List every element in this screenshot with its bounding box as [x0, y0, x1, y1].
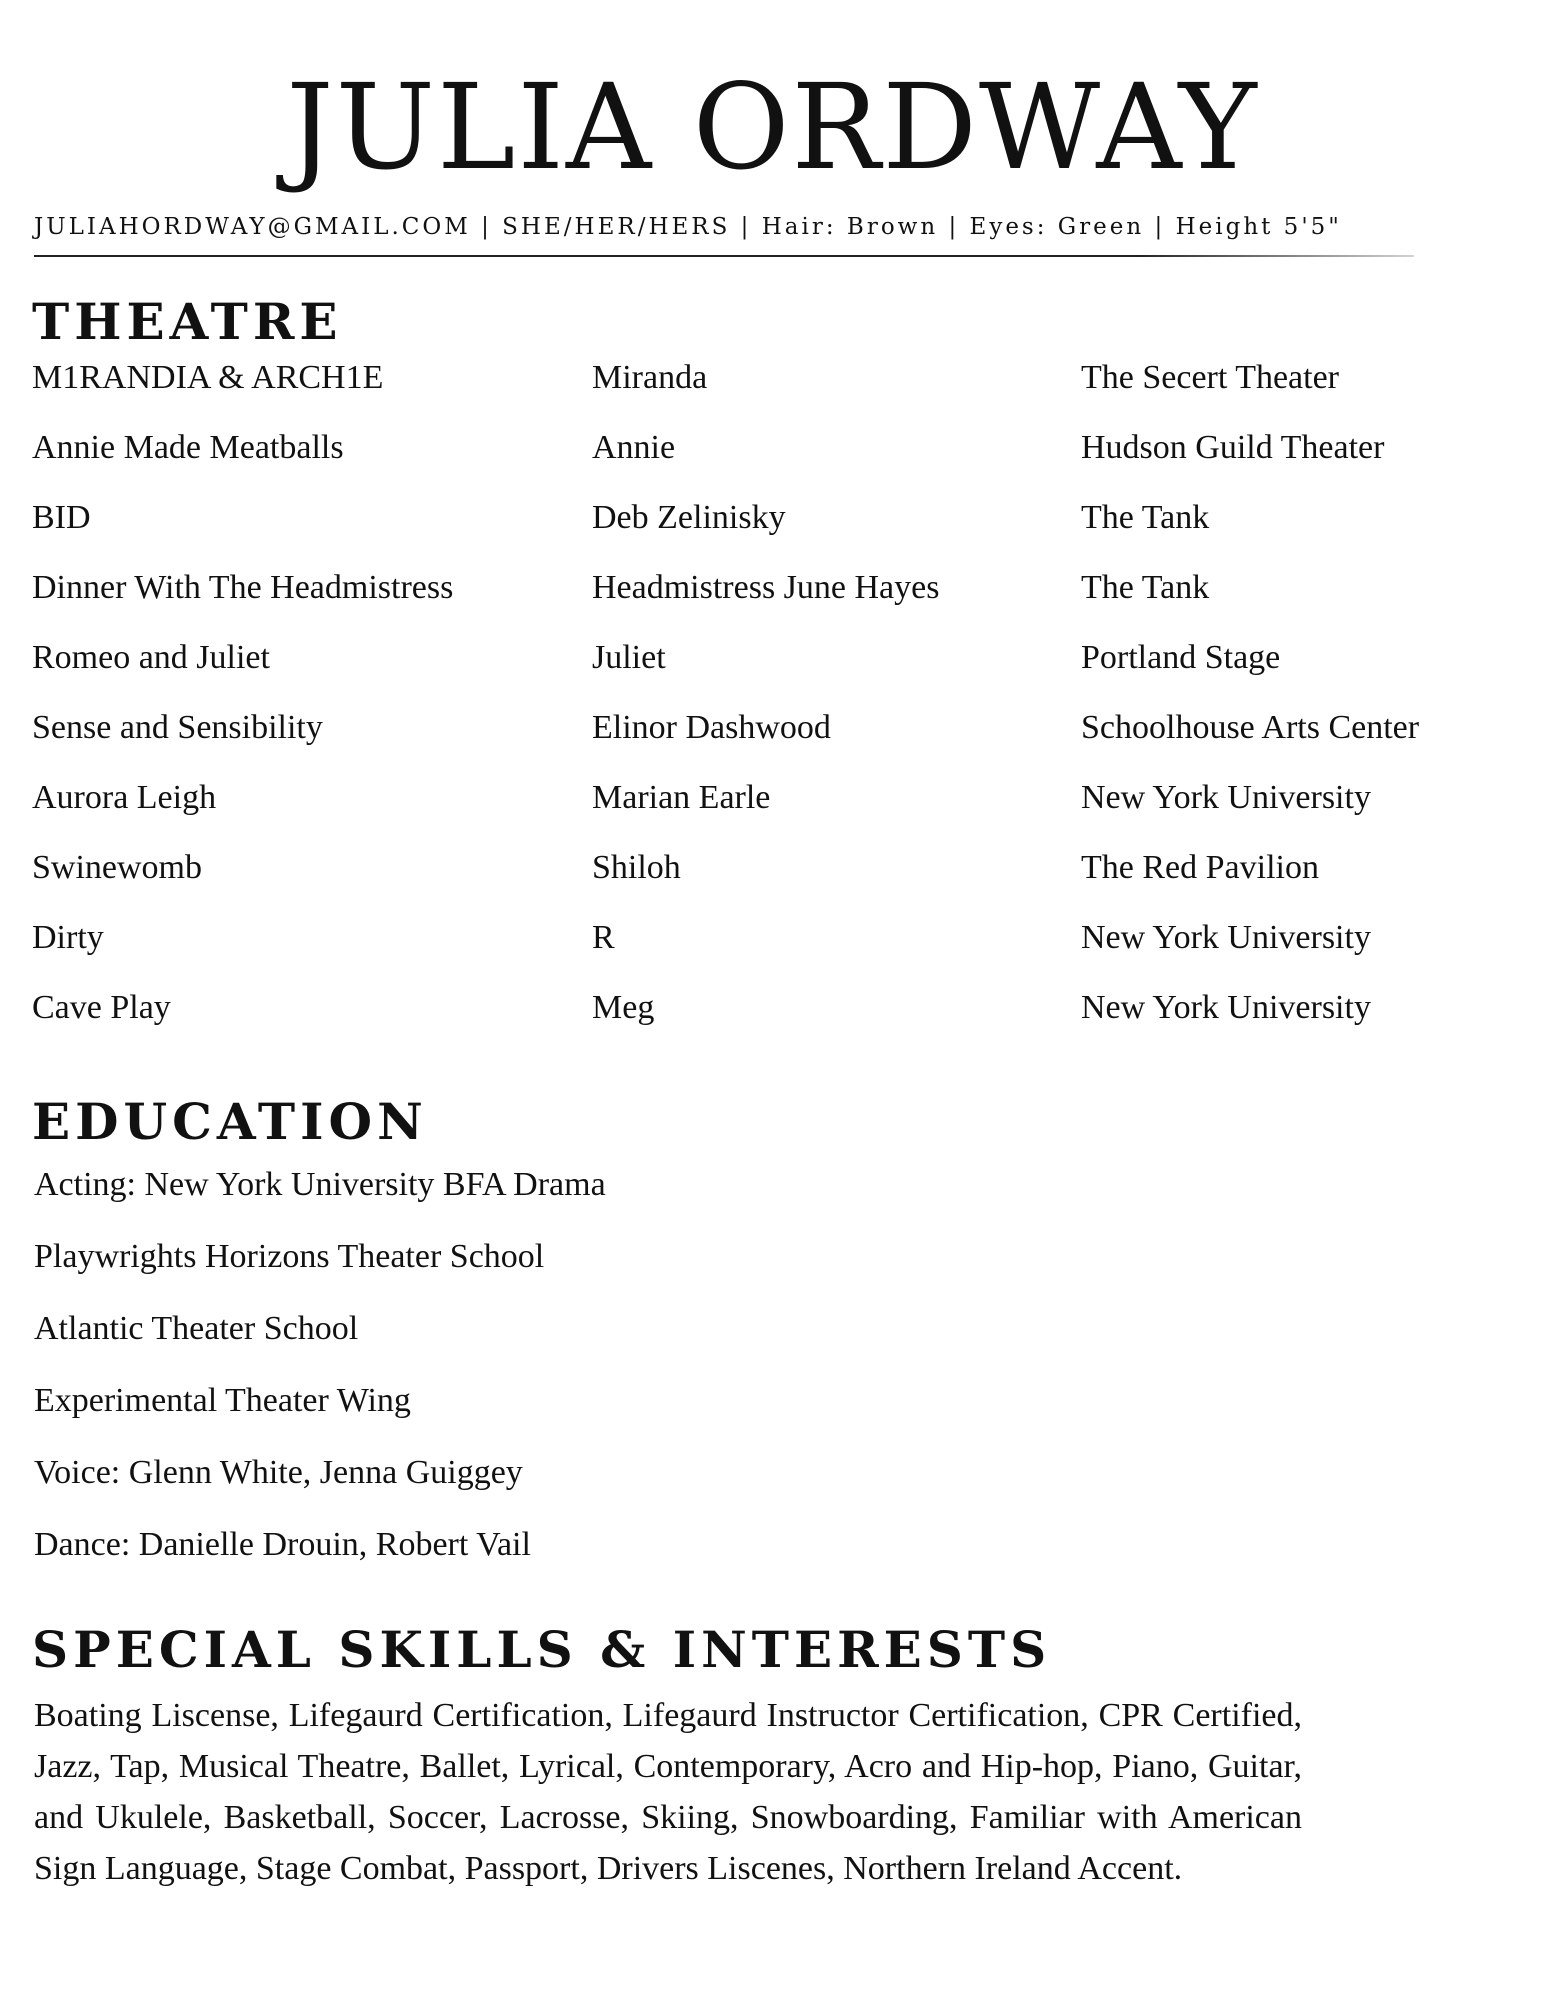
credit-show: Swinewomb [32, 849, 202, 886]
credit-venue: New York University [1081, 919, 1371, 956]
credit-row [32, 778, 1512, 848]
education-heading: EDUCATION [32, 1092, 428, 1151]
credit-row [32, 848, 1512, 918]
credit-row [32, 638, 1512, 708]
credit-row [32, 918, 1512, 988]
resume-name: JULIA ORDWAY [286, 58, 1259, 196]
contact-line: JULIAHORDWAY@GMAIL.COM | SHE/HER/HERS | Hair: Brown | Eyes: Green | Height 5'5" [34, 214, 1342, 240]
credit-show: Dinner With The Headmistress [32, 569, 454, 606]
credit-show: Aurora Leigh [32, 779, 217, 816]
credit-row [32, 358, 1512, 428]
credit-show: Cave Play [32, 989, 171, 1026]
credit-venue: New York University [1081, 989, 1371, 1026]
credit-row [32, 988, 1512, 1058]
credit-role: Annie [592, 429, 676, 466]
skills-heading: SPECIAL SKILLS & INTERESTS [32, 1620, 1052, 1679]
credit-venue: Hudson Guild Theater [1081, 429, 1385, 466]
credit-row [32, 568, 1512, 638]
education-item: Voice: Glenn White, Jenna Guiggey [34, 1454, 523, 1491]
theatre-heading: THEATRE [32, 292, 343, 351]
credit-venue: The Tank [1081, 569, 1210, 606]
skills-paragraph: Boating Liscense, Lifegaurd Certification, Lifegaurd Instructor Certification, CPR Certified, Jazz, Tap, Musical Theatre, Ballet, Lyrical, Contemporary, Acro and Hip-hop, Piano, Guitar, and Ukulele, Basketball, Soccer, Lacrosse, Skiing, Snowboarding, Familiar with American Sign Language, Stage Combat, Passport, Drivers Liscenes, Northern Ireland Accent. [34, 1697, 1302, 1887]
education-item: Playwrights Horizons Theater School [34, 1238, 545, 1275]
credit-venue: The Secert Theater [1081, 359, 1340, 396]
credit-role: Marian Earle [592, 779, 771, 816]
credit-role: Shiloh [592, 849, 681, 886]
credit-row [32, 708, 1512, 778]
credit-role: Miranda [592, 359, 708, 396]
header-divider [34, 255, 1414, 257]
credit-show: M1RANDIA & ARCH1E [32, 359, 384, 396]
education-list [34, 1165, 1334, 1597]
credit-venue: Portland Stage [1081, 639, 1281, 676]
education-item: Dance: Danielle Drouin, Robert Vail [34, 1526, 531, 1563]
credit-role: R [592, 919, 615, 956]
credit-show: Annie Made Meatballs [32, 429, 344, 466]
education-item: Experimental Theater Wing [34, 1382, 411, 1419]
theatre-credits [32, 358, 1512, 1058]
credit-row [32, 428, 1512, 498]
credit-venue: The Red Pavilion [1081, 849, 1319, 886]
credit-venue: The Tank [1081, 499, 1210, 536]
credit-role: Deb Zelinisky [592, 499, 786, 536]
credit-show: Dirty [32, 919, 104, 956]
education-item: Atlantic Theater School [34, 1310, 359, 1347]
credit-row [32, 498, 1512, 568]
credit-venue: New York University [1081, 779, 1371, 816]
credit-show: Sense and Sensibility [32, 709, 323, 746]
credit-venue: Schoolhouse Arts Center [1081, 709, 1420, 746]
education-item: Acting: New York University BFA Drama [34, 1166, 606, 1203]
credit-role: Juliet [592, 639, 666, 676]
credit-show: BID [32, 499, 91, 536]
credit-role: Elinor Dashwood [592, 709, 831, 746]
credit-role: Headmistress June Hayes [592, 569, 940, 606]
credit-show: Romeo and Juliet [32, 639, 270, 676]
credit-role: Meg [592, 989, 655, 1026]
